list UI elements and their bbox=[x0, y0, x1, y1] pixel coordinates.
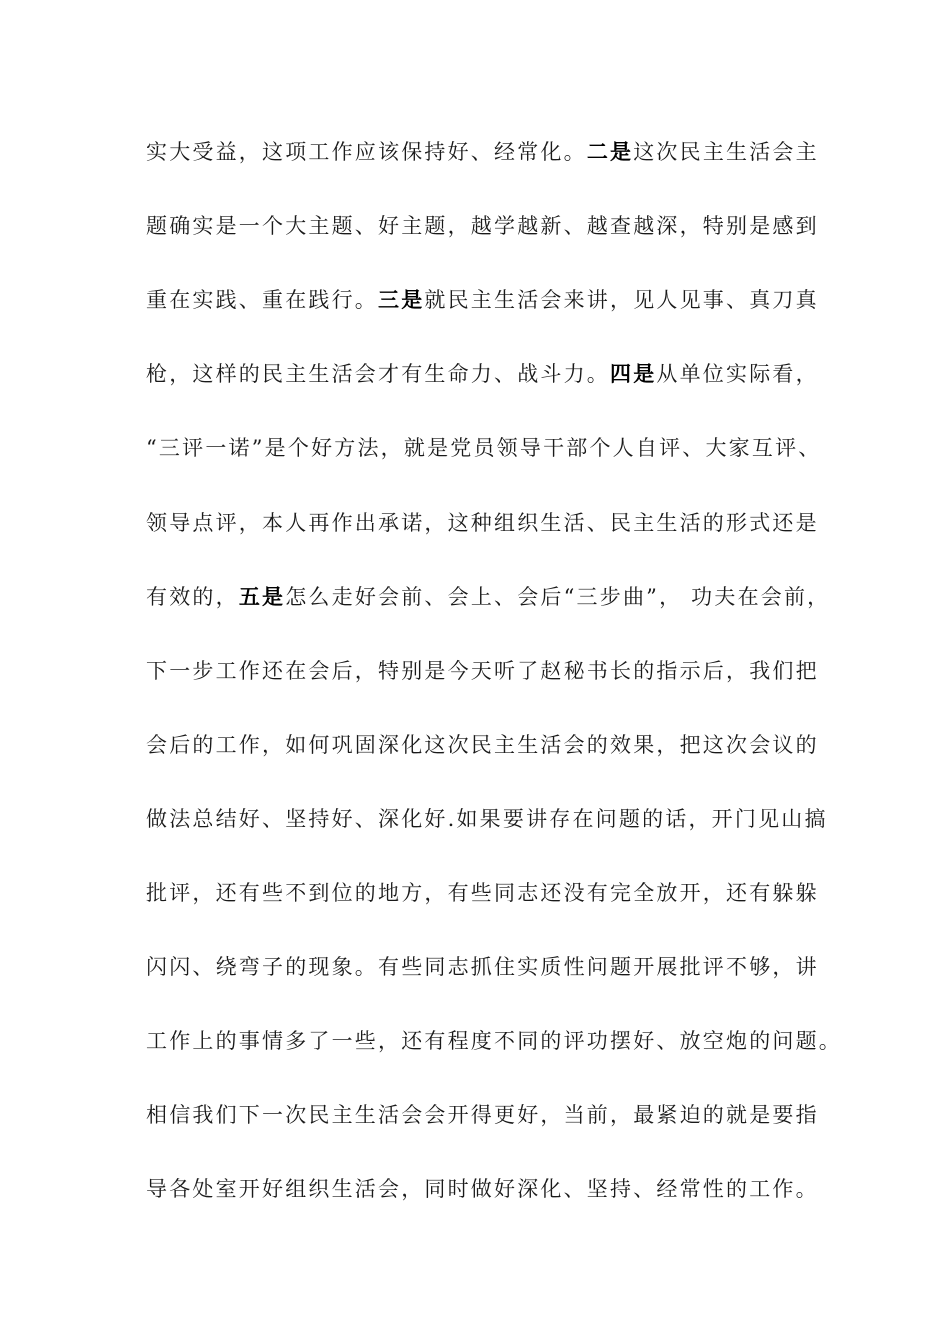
text-line bbox=[146, 428, 826, 468]
text-line bbox=[146, 503, 826, 543]
text-line bbox=[146, 132, 826, 172]
text-segment: 有效的， bbox=[146, 584, 239, 609]
text-segment: 做法总结好、坚持好、深化好.如果要讲存在问题的话，开门见山搞 bbox=[146, 806, 828, 831]
text-line bbox=[146, 947, 826, 987]
text-line bbox=[146, 873, 826, 913]
text-segment: 导各处室开好组织生活会，同时做好深化、坚持、经常性的工作。 bbox=[146, 1177, 819, 1202]
text-segment: 领导点评，本人再作出承诺，这种组织生活、民主生活的形式还是 bbox=[146, 510, 819, 535]
text-segment: 下一步工作还在会后，特别是今天听了赵秘书长的指示后，我们把 bbox=[146, 658, 819, 683]
text-line bbox=[146, 1169, 826, 1209]
text-segment: “三评一诺”是个好方法，就是党员领导干部个人自评、大家互评、 bbox=[146, 436, 822, 461]
text-segment: 这次民主生活会主 bbox=[633, 140, 819, 164]
text-segment: 枪，这样的民主生活会才有生命力、战斗力。 bbox=[146, 362, 610, 387]
text-segment: 相信我们下一次民主生活会会开得更好，当前，最紧迫的就是要指 bbox=[146, 1103, 819, 1128]
text-segment: 批评，还有些不到位的地方，有些同志还没有完全放开，还有躲躲 bbox=[146, 881, 819, 905]
text-segment: 怎么走好会前、会上、会后“三步曲”， 功夫在会前， bbox=[285, 584, 831, 609]
text-line bbox=[146, 280, 826, 320]
text-line bbox=[146, 1021, 842, 1061]
text-segment: 会后的工作，如何巩固深化这次民主生活会的效果，把这次会议的 bbox=[146, 732, 819, 757]
emphasis-text: 三是 bbox=[378, 287, 425, 313]
text-line bbox=[146, 354, 826, 394]
text-line bbox=[146, 799, 826, 839]
text-line bbox=[146, 651, 826, 691]
text-segment: 闪闪、绕弯子的现象。有些同志抓住实质性问题开展批评不够，讲 bbox=[146, 955, 819, 980]
text-line bbox=[146, 1095, 826, 1135]
text-line bbox=[146, 206, 826, 246]
text-segment: 工作上的事情多了一些，还有程度不同的评功摆好、放空炮的问题。 bbox=[146, 1029, 842, 1054]
emphasis-text: 二是 bbox=[586, 139, 634, 164]
emphasis-text: 四是 bbox=[610, 361, 657, 387]
text-segment: 实大受益，这项工作应该保持好、经常化。 bbox=[146, 140, 587, 164]
text-segment: 重在实践、重在践行。 bbox=[146, 288, 378, 313]
emphasis-text: 五是 bbox=[238, 583, 286, 609]
text-line bbox=[146, 577, 831, 617]
text-segment: 就民主生活会来讲，见人见事、真刀真 bbox=[424, 288, 819, 313]
text-segment: 从单位实际看， bbox=[656, 362, 819, 387]
text-line bbox=[146, 725, 826, 765]
text-segment: 题确实是一个大主题、好主题，越学越新、越查越深，特别是感到 bbox=[146, 214, 819, 239]
